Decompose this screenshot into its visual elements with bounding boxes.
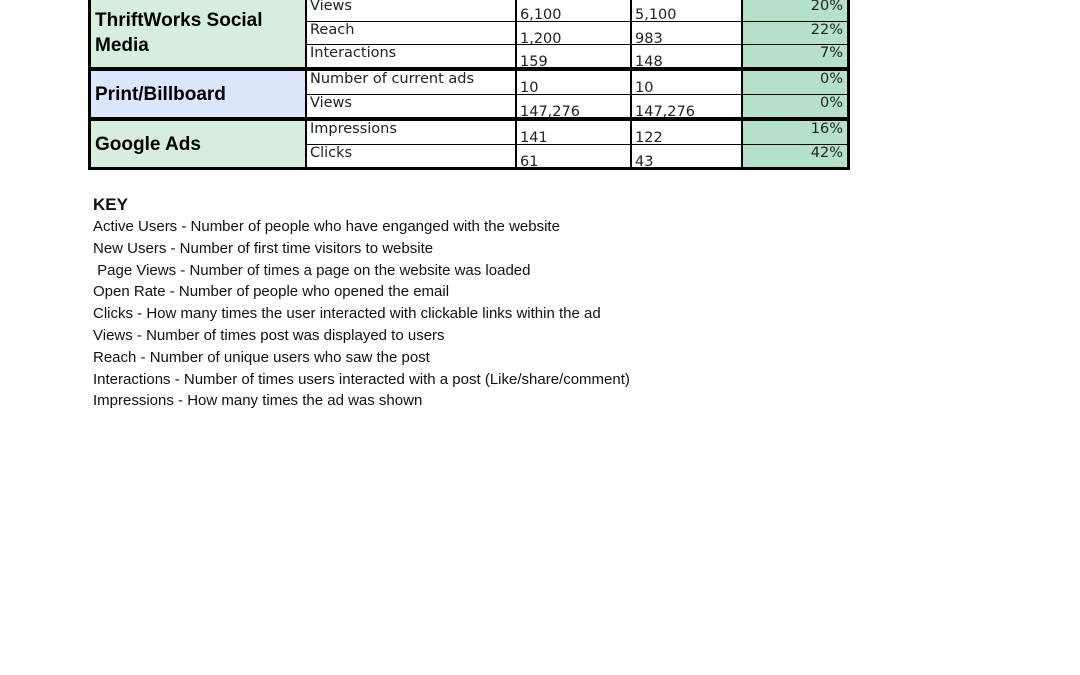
key-line: Active Users - Number of people who have enganged with the website: [93, 218, 560, 235]
change-cell: 7%: [743, 45, 847, 67]
change-cell: 20%: [743, 0, 847, 21]
value-cell: 147,276: [517, 95, 632, 117]
key-legend: [93, 194, 630, 412]
change-cell: 0%: [743, 71, 847, 94]
metric-cell: Interactions: [307, 45, 517, 67]
key-line: New Users - Number of first time visitors to website: [93, 239, 434, 257]
change-cell: 22%: [743, 22, 847, 44]
metrics-table: [88, 0, 850, 170]
table-row: [307, 0, 847, 21]
value-cell: 5,100: [632, 0, 743, 21]
table-group-print-billboard: [91, 67, 847, 117]
table-row: [307, 144, 847, 167]
table-group-google-ads: [91, 117, 847, 167]
table-row: [307, 94, 847, 117]
key-line: Impressions - How many times the ad was shown: [93, 392, 423, 410]
value-cell: 10: [517, 71, 632, 94]
table-row: [307, 21, 847, 44]
value-cell: 1,200: [517, 22, 632, 44]
category-cell: ThriftWorks Social Media: [91, 0, 307, 67]
change-cell: 0%: [743, 95, 847, 117]
key-line: Page Views - Number of times a page on the website was loaded: [93, 261, 531, 279]
key-line: Open Rate - Number of people who opened the email: [93, 283, 450, 301]
value-cell: 147,276: [632, 95, 743, 117]
value-cell: 61: [517, 145, 632, 167]
key-title: KEY: [93, 195, 128, 214]
table-row: [307, 44, 847, 67]
metric-cell: Number of current ads: [307, 71, 517, 94]
value-cell: 10: [632, 71, 743, 94]
change-cell: 42%: [743, 145, 847, 167]
value-cell: 43: [632, 145, 743, 167]
metric-cell: Clicks: [307, 145, 517, 167]
key-line: Interactions - Number of times users interacted with a post (Like/share/comment): [93, 370, 630, 388]
category-cell: Google Ads: [91, 121, 307, 167]
value-cell: 141: [517, 121, 632, 144]
value-cell: 122: [632, 121, 743, 144]
category-cell: Print/Billboard: [91, 71, 307, 117]
value-cell: 159: [517, 45, 632, 67]
table-row: [307, 121, 847, 144]
metric-cell: Views: [307, 0, 517, 21]
table-group-social-media: [91, 0, 847, 67]
metric-cell: Views: [307, 95, 517, 117]
metric-cell: Impressions: [307, 121, 517, 144]
metric-cell: Reach: [307, 22, 517, 44]
table-row: [307, 71, 847, 94]
value-cell: 148: [632, 45, 743, 67]
value-cell: 983: [632, 22, 743, 44]
value-cell: 6,100: [517, 0, 632, 21]
key-line: Reach - Number of unique users who saw the post: [93, 348, 430, 366]
change-cell: 16%: [743, 121, 847, 144]
key-line: Views - Number of times post was displayed to users: [93, 326, 445, 344]
key-line: Clicks - How many times the user interacted with clickable links within the ad: [93, 305, 601, 323]
